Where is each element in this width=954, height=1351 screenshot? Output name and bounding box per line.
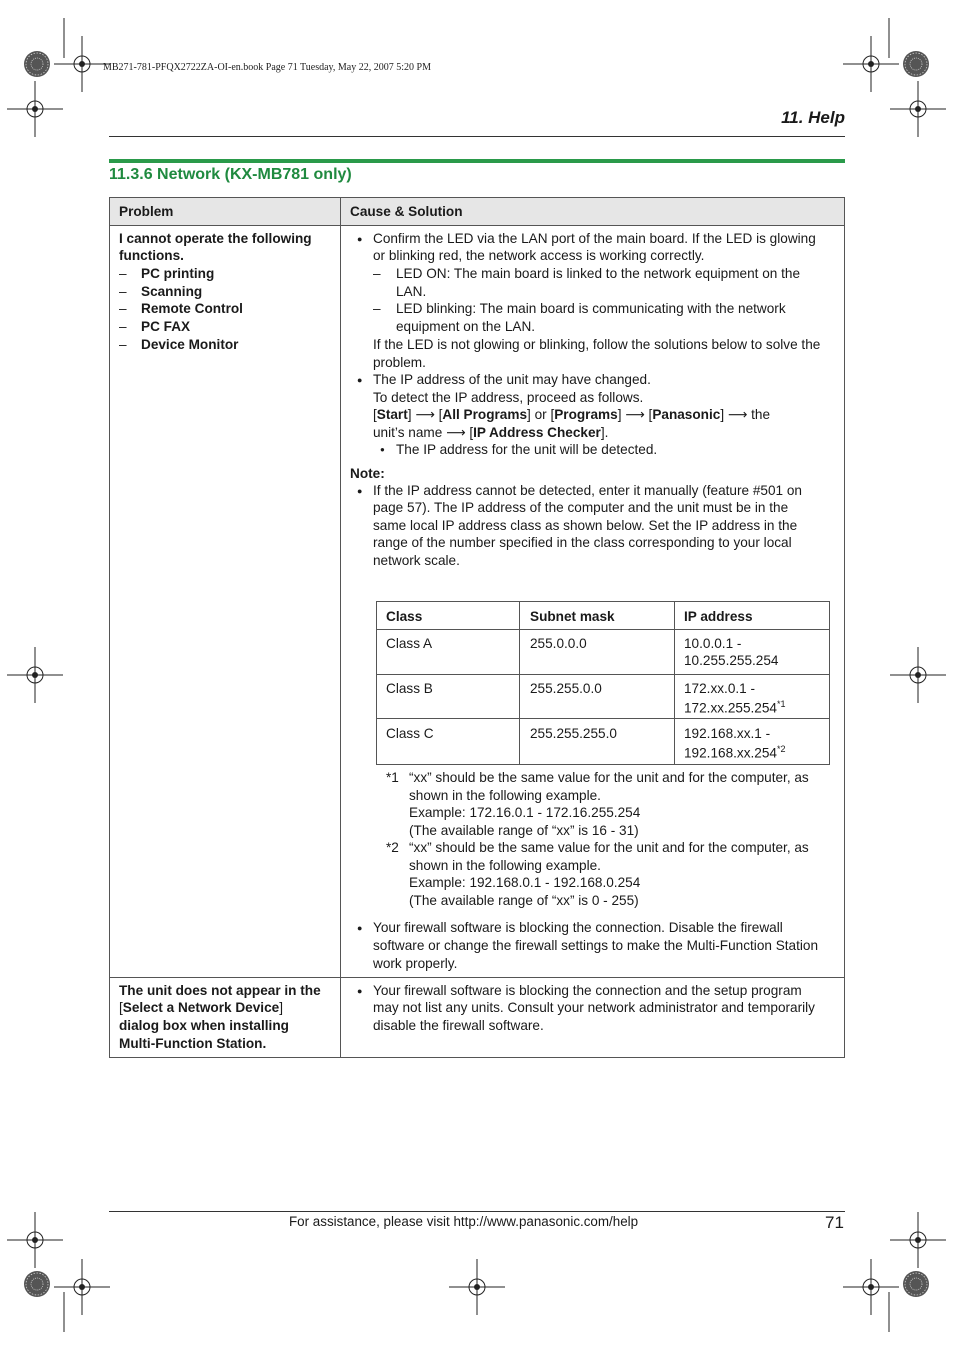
ip-table-cell: Class C	[386, 726, 434, 741]
problem-item-remote-control: Remote Control	[141, 301, 243, 316]
menu-or: or	[534, 407, 547, 422]
footnote-ref: *1	[776, 699, 786, 709]
footnote-mark: *1	[386, 770, 399, 785]
footer-divider	[109, 1211, 845, 1212]
ip-table-cell-text: 192.168.xx.254	[684, 745, 777, 761]
bullet-icon: ●	[357, 923, 363, 933]
note-text: network scale.	[373, 553, 460, 568]
footnote-text: shown in the following example.	[409, 858, 601, 873]
bullet-icon: ●	[357, 375, 363, 385]
solution-text: To detect the IP address, proceed as follows.	[373, 390, 644, 405]
bullet-icon: ●	[380, 445, 385, 454]
ip-table-cell: Class B	[386, 681, 433, 696]
row2-problem-line1: The unit does not appear in the	[119, 983, 321, 998]
solution-text: may not list any units. Consult your network administrator and temporarily	[373, 1000, 815, 1015]
row1-problem-line1: I cannot operate the following	[119, 231, 312, 246]
dash: –	[119, 337, 127, 352]
table-border-right	[844, 197, 845, 1058]
arrow-right-icon: ⟶	[446, 425, 466, 440]
footnote-mark: *2	[386, 840, 399, 855]
section-title: 11.3.6 Network (KX-MB781 only)	[109, 166, 352, 183]
dash: –	[119, 301, 127, 316]
row1-problem-line2: functions.	[119, 248, 184, 263]
arrow-right-icon: ⟶	[625, 407, 645, 422]
solution-text: equipment on the LAN.	[396, 319, 536, 334]
problem-item-scanning: Scanning	[141, 284, 203, 299]
menu-programs: Programs	[554, 407, 618, 422]
menu-start: Start	[376, 407, 408, 422]
solution-text: or blinking red, the network access is working correctly.	[373, 248, 705, 263]
dash: –	[119, 319, 127, 334]
header-divider	[109, 136, 845, 137]
chapter-title: 11. Help	[781, 108, 845, 127]
col-header-solution: Cause & Solution	[350, 204, 463, 219]
menu-path-cont: unit’s name ⟶ [IP Address Checker].	[373, 425, 609, 440]
solution-text: Your firewall software is blocking the connection. Disable the firewall	[373, 920, 783, 935]
note-label: Note:	[350, 466, 385, 481]
dash: –	[373, 301, 381, 316]
footnote-text: shown in the following example.	[409, 788, 601, 803]
table-border-header	[109, 225, 845, 226]
dialog-name: Select a Network Device	[122, 1000, 280, 1015]
row2-problem-line2: [Select a Network Device]	[119, 1000, 283, 1015]
ip-class-table	[376, 601, 830, 765]
solution-text: The IP address for the unit will be detected.	[396, 442, 658, 457]
row2-problem-line3: dialog box when installing	[119, 1018, 289, 1033]
table-border-row-divider	[109, 977, 845, 978]
bullet-icon: ●	[357, 486, 363, 496]
footnote-text: Example: 192.168.0.1 - 192.168.0.254	[409, 875, 641, 890]
footnote-text: Example: 172.16.0.1 - 172.16.255.254	[409, 805, 641, 820]
ip-table-cell: 255.0.0.0	[530, 636, 587, 651]
ip-table-cell: 255.255.0.0	[530, 681, 602, 696]
row2-problem-line4: Multi-Function Station.	[119, 1036, 267, 1051]
note-text: same local IP address class as shown below. Set the IP address in the	[373, 518, 798, 533]
solution-text: problem.	[373, 355, 426, 370]
bullet-icon: ●	[357, 234, 363, 244]
ip-table-header-class: Class	[386, 609, 423, 624]
footer-help-text: For assistance, please visit http://www.panasonic.com/help	[289, 1214, 639, 1229]
ip-table-cell: 10.0.0.1 -	[684, 636, 742, 651]
solution-text: Confirm the LED via the LAN port of the main board. If the LED is glowing	[373, 231, 816, 246]
problem-item-pc-fax: PC FAX	[141, 319, 191, 334]
ip-table-cell: 172.xx.0.1 -	[684, 681, 756, 696]
problem-item-pc-printing: PC printing	[141, 266, 215, 281]
note-text: If the IP address cannot be detected, enter it manually (feature #501 on	[373, 483, 802, 498]
solution-text: If the LED is not glowing or blinking, follow the solutions below to solve the	[373, 337, 821, 352]
note-text: range of the number specified in the class corresponding to your local	[373, 535, 792, 550]
ip-table-cell	[684, 696, 785, 717]
table-border-top	[109, 197, 845, 198]
dash: –	[373, 266, 381, 281]
problem-item-device-monitor: Device Monitor	[141, 337, 239, 352]
arrow-right-icon: ⟶	[727, 407, 748, 422]
menu-all-programs: All Programs	[442, 407, 527, 422]
ip-table-cell	[684, 741, 785, 762]
footnote-text: (The available range of “xx” is 16 - 31)	[409, 823, 639, 838]
solution-text: work properly.	[373, 956, 458, 971]
file-header: MB271-781-PFQX2722ZA-OI-en.book Page 71 Tuesday, May 22, 2007 5:20 PM	[103, 62, 431, 73]
ip-table-cell: 10.255.255.254	[684, 653, 779, 668]
note-text: page 57). The IP address of the computer and the unit must be in the	[373, 500, 789, 515]
arrow-right-icon: ⟶	[415, 407, 435, 422]
solution-text: LED blinking: The main board is communicating with the network	[396, 301, 786, 316]
solution-text: The IP address of the unit may have changed.	[373, 372, 651, 387]
dash: –	[119, 266, 127, 281]
menu-panasonic: Panasonic	[652, 407, 721, 422]
ip-table-cell: Class A	[386, 636, 433, 651]
section-divider	[109, 159, 845, 163]
footnote-text: “xx” should be the same value for the unit and for the computer, as	[409, 770, 809, 785]
solution-text: Your firewall software is blocking the connection and the setup program	[373, 983, 802, 998]
ip-table-header-ip: IP address	[684, 609, 753, 624]
footnote-text: “xx” should be the same value for the unit and for the computer, as	[409, 840, 809, 855]
ip-table-header-mask: Subnet mask	[530, 609, 615, 624]
table-border-left	[109, 197, 110, 1058]
solution-text: LED ON: The main board is linked to the network equipment on the	[396, 266, 801, 281]
ip-table-cell-text: 172.xx.255.254	[684, 700, 777, 716]
solution-text: LAN.	[396, 284, 427, 299]
table-border-mid	[340, 197, 341, 1058]
bullet-icon: ●	[357, 986, 363, 996]
menu-ip-checker: IP Address Checker	[473, 425, 601, 440]
ip-table-cell: 255.255.255.0	[530, 726, 617, 741]
table-border-bottom	[109, 1057, 845, 1058]
footnote-ref: *2	[776, 744, 786, 754]
menu-path: [Start] ⟶ [All Programs] or [Programs] ⟶ [Panasonic] ⟶ the	[373, 407, 771, 422]
footnote-text: (The available range of “xx” is 0 - 255)	[409, 893, 639, 908]
ip-table-cell: 192.168.xx.1 -	[684, 726, 771, 741]
dash: –	[119, 284, 127, 299]
menu-the: the	[751, 407, 771, 422]
solution-text: software or change the firewall settings to make the Multi-Function Station	[373, 938, 819, 953]
menu-units-name: unit’s name	[373, 425, 443, 440]
page-number: 71	[825, 1213, 844, 1232]
col-header-problem: Problem	[119, 204, 174, 219]
table-header-row	[109, 197, 845, 225]
solution-text: disable the firewall software.	[373, 1018, 544, 1033]
